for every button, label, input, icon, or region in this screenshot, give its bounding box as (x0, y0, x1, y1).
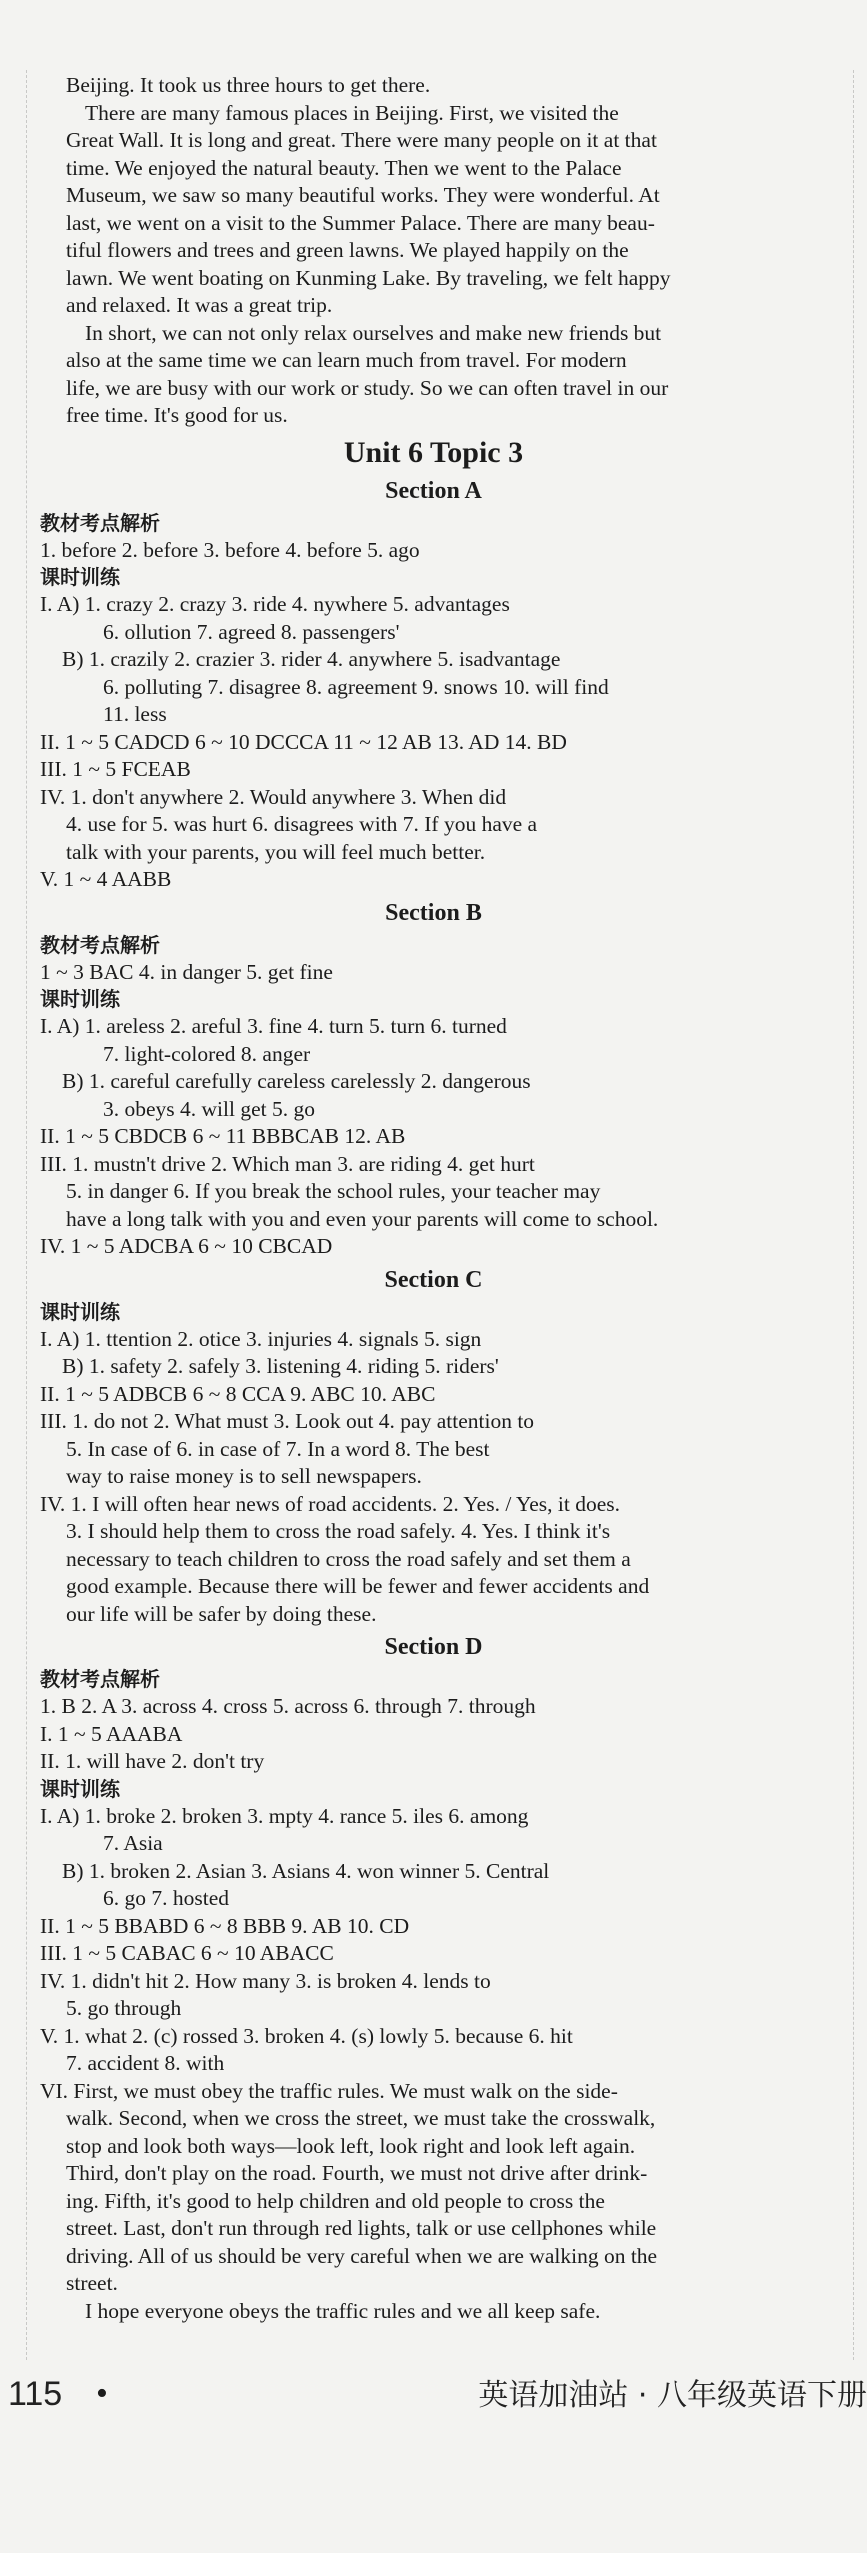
answer-line: II. 1 ~ 5 CADCD 6 ~ 10 DCCCA 11 ~ 12 AB 13. AD 14. BD (40, 729, 567, 754)
essay-line: street. (66, 2271, 118, 2295)
answer-line: IV. 1 ~ 5 ADCBA 6 ~ 10 CBCAD (40, 1234, 333, 1258)
answer-line: III. 1. mustn't drive 2. Which man 3. are riding 4. get hurt (40, 1151, 535, 1176)
answer-line: way to raise money is to sell newspapers. (66, 1464, 422, 1488)
answer-line: 7. light-colored 8. anger (103, 1041, 311, 1066)
essay-line: free time. It's good for us. (66, 403, 288, 427)
answer-line: 3. obeys 4. will get 5. go (103, 1096, 315, 1121)
answer-line: 5. go through (66, 1996, 182, 2020)
answer-line: talk with your parents, you will feel much better. (66, 839, 486, 864)
answer-line: V. 1. what 2. (c) rossed 3. broken 4. (s) lowly 5. because 6. hit (40, 2023, 573, 2048)
answer-line: I. A) 1. crazy 2. crazy 3. ride 4. nywhere 5. advantages (40, 592, 510, 616)
essay-line: Third, don't play on the road. Fourth, we must not drive after drink- (66, 2161, 648, 2185)
essay-line: lawn. We went boating on Kunming Lake. By traveling, we felt happy (66, 265, 671, 290)
answer-line: B) 1. careful carefully careless carelessly 2. dangerous (62, 1069, 531, 1093)
essay-line: Great Wall. It is long and great. There were many people on it at that (66, 128, 657, 152)
answer-line: II. 1. will have 2. don't try (40, 1749, 265, 1773)
essay-line: VI. First, we must obey the traffic rules. We must walk on the side- (40, 2078, 618, 2103)
essay-line: stop and look both ways—look left, look right and look left again. (66, 2133, 636, 2158)
answer-line: IV. 1. I will often hear news of road accidents. 2. Yes. / Yes, it does. (40, 1491, 621, 1516)
answer-line: 6. go 7. hosted (103, 1886, 230, 1910)
essay-line: ing. Fifth, it's good to help children and old people to cross the (66, 2188, 605, 2213)
page-footer (0, 2372, 867, 2432)
answer-line: 1. before 2. before 3. before 4. before 5. ago (40, 537, 420, 562)
answer-line: II. 1 ~ 5 CBDCB 6 ~ 11 BBBCAB 12. AB (40, 1124, 406, 1148)
answer-line: B) 1. safety 2. safely 3. listening 4. riding 5. riders' (62, 1354, 499, 1378)
answer-line: II. 1 ~ 5 BBABD 6 ~ 8 BBB 9. AB 10. CD (40, 1913, 410, 1938)
answer-line: 7. accident 8. with (66, 2051, 225, 2075)
essay-line: In short, we can not only relax ourselves and make new friends but (85, 320, 662, 345)
textbook-analysis-heading: 教材考点解析 (40, 1667, 160, 1691)
section-c-title: Section C (384, 1266, 483, 1293)
answer-line: V. 1 ~ 4 AABB (40, 867, 172, 891)
essay-line: I hope everyone obeys the traffic rules and we all keep safe. (85, 2298, 601, 2323)
bullet-separator: • (96, 2375, 108, 2412)
essay-line: Museum, we saw so many beautiful works. They were wonderful. At (66, 183, 660, 207)
textbook-analysis-heading: 教材考点解析 (40, 932, 160, 957)
answer-line: 5. in danger 6. If you break the school rules, your teacher may (66, 1179, 601, 1203)
answer-line: I. A) 1. ttention 2. otice 3. injuries 4. signals 5. sign (40, 1326, 482, 1351)
essay-line: driving. All of us should be very careful when we are walking on the (66, 2243, 658, 2268)
answer-line: I. 1 ~ 5 AAABA (40, 1721, 183, 1746)
answer-line: our life will be safer by doing these. (66, 1601, 377, 1626)
left-margin-rule (26, 70, 28, 2360)
answer-line: III. 1 ~ 5 CABAC 6 ~ 10 ABACC (40, 1941, 334, 1965)
book-title: 英语加油站 · 八年级英语下册 (478, 2378, 867, 2413)
answer-line: 4. use for 5. was hurt 6. disagrees with 7. If you have a (66, 812, 538, 836)
practice-heading: 课时训练 (40, 1299, 120, 1324)
practice-heading: 课时训练 (40, 565, 120, 589)
answer-line: IV. 1. don't anywhere 2. Would anywhere 3. When did (40, 784, 507, 809)
answer-line: 1 ~ 3 BAC 4. in danger 5. get fine (40, 959, 333, 984)
textbook-analysis-heading: 教材考点解析 (40, 510, 160, 535)
essay-line: and relaxed. It was a great trip. (66, 293, 333, 317)
section-b-title: Section B (385, 899, 482, 926)
answer-line: 6. polluting 7. disagree 8. agreement 9. snows 10. will find (103, 674, 609, 699)
answer-line: III. 1 ~ 5 FCEAB (40, 757, 191, 781)
practice-heading: 课时训练 (40, 987, 120, 1011)
answer-line: I. A) 1. broke 2. broken 3. mpty 4. rance 5. iles 6. among (40, 1803, 529, 1828)
right-margin-rule (853, 70, 855, 2360)
answer-line: B) 1. broken 2. Asian 3. Asians 4. won winner 5. Central (62, 1858, 550, 1883)
answer-line: I. A) 1. areless 2. areful 3. fine 4. turn 5. turn 6. turned (40, 1014, 507, 1038)
page-number: 115 (8, 2375, 63, 2413)
unit-title: Unit 6 Topic 3 (343, 435, 524, 469)
answer-line: 1. B 2. A 3. across 4. cross 5. across 6. through 7. through (40, 1694, 536, 1718)
answer-content (40, 72, 827, 2325)
essay-line: walk. Second, when we cross the street, we must take the crosswalk, (66, 2106, 656, 2130)
essay-line: life, we are busy with our work or study. So we can often travel in our (66, 375, 669, 400)
essay-line: street. Last, don't run through red lights, talk or use cellphones while (66, 2216, 657, 2240)
answer-line: 11. less (103, 702, 167, 726)
answer-line: 6. ollution 7. agreed 8. passengers' (103, 619, 400, 644)
section-a-title: Section A (385, 477, 482, 504)
answer-line: IV. 1. didn't hit 2. How many 3. is broken 4. lends to (40, 1968, 491, 1993)
answer-line: 7. Asia (103, 1831, 163, 1855)
essay-line: also at the same time we can learn much from travel. For modern (66, 348, 627, 372)
answer-line: good example. Because there will be fewer and fewer accidents and (66, 1574, 650, 1598)
essay-line: time. We enjoyed the natural beauty. Then we went to the Palace (66, 155, 622, 180)
answer-line: II. 1 ~ 5 ADBCB 6 ~ 8 CCA 9. ABC 10. ABC (40, 1381, 436, 1406)
essay-line: tiful flowers and trees and green lawns. We played happily on the (66, 238, 629, 262)
practice-heading: 课时训练 (40, 1776, 120, 1801)
answer-line: necessary to teach children to cross the road safely and set them a (66, 1546, 631, 1571)
answer-line: III. 1. do not 2. What must 3. Look out 4. pay attention to (40, 1409, 535, 1433)
essay-line: Beijing. It took us three hours to get there. (66, 73, 431, 97)
answer-line: have a long talk with you and even your parents will come to school. (66, 1206, 659, 1231)
essay-line: last, we went on a visit to the Summer Palace. There are many beau- (66, 210, 655, 235)
section-d-title: Section D (384, 1634, 483, 1660)
answer-line: 5. In case of 6. in case of 7. In a word 8. The best (66, 1436, 490, 1461)
essay-line: There are many famous places in Beijing. First, we visited the (85, 100, 619, 125)
answer-line: 3. I should help them to cross the road safely. 4. Yes. I think it's (66, 1519, 611, 1543)
answer-line: B) 1. crazily 2. crazier 3. rider 4. anywhere 5. isadvantage (62, 647, 561, 671)
